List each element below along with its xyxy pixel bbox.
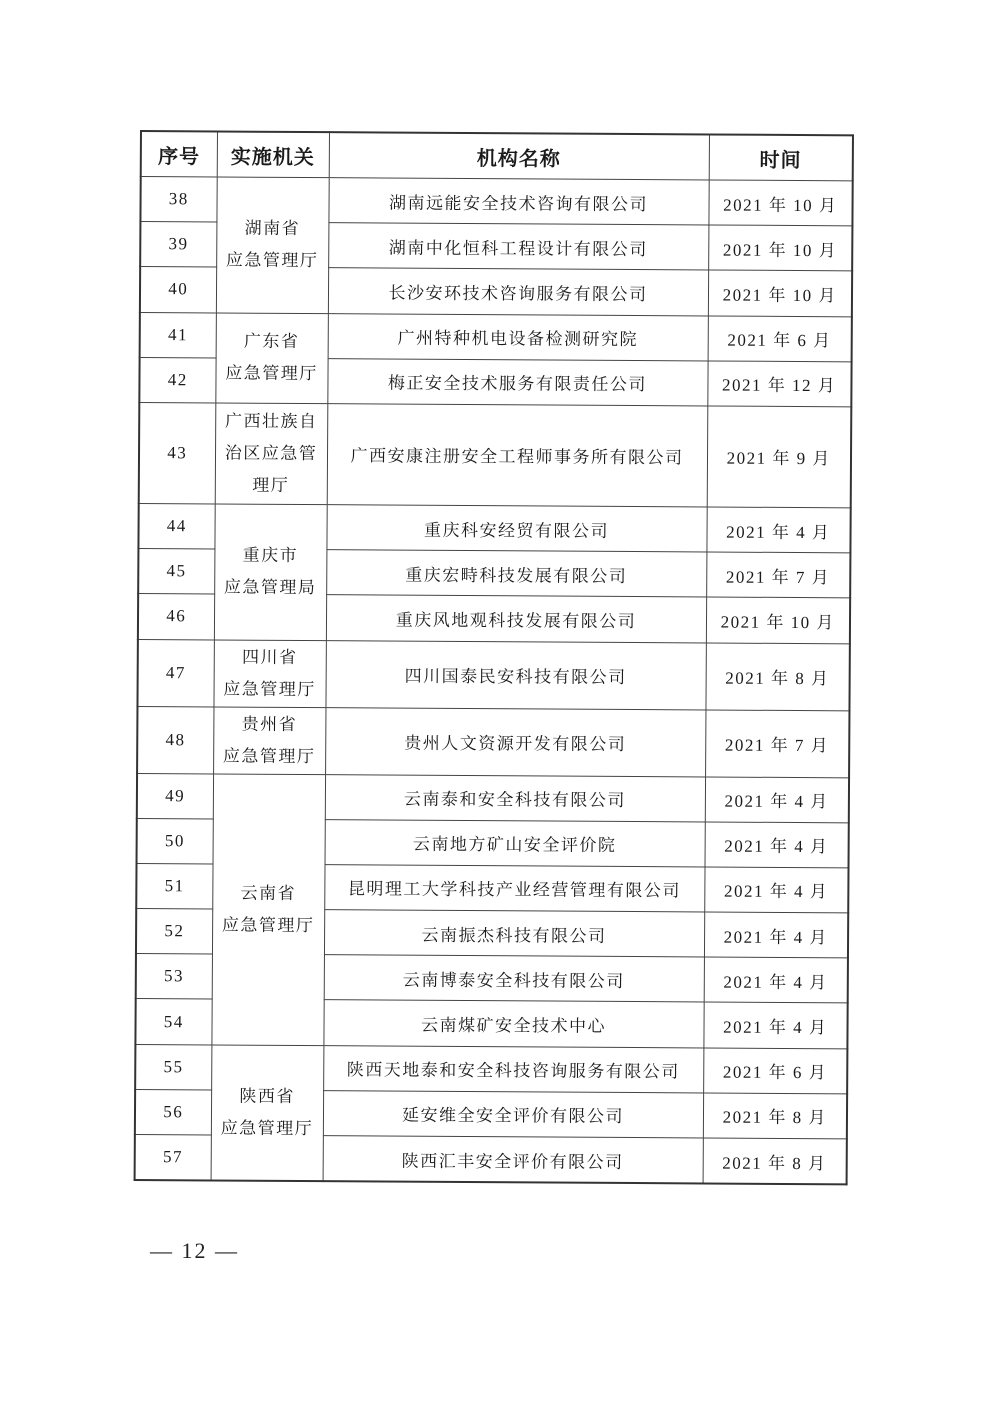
cell-date: 2021 年 6 月 bbox=[703, 1048, 847, 1094]
cell-date: 2021 年 7 月 bbox=[705, 709, 849, 777]
cell-authority bbox=[211, 773, 325, 1045]
cell-institution-name: 重庆宏畤科技发展有限公司 bbox=[326, 550, 706, 598]
authority-line: 理厅 bbox=[252, 475, 290, 496]
table-row bbox=[137, 706, 849, 777]
cell-seq: 38 bbox=[140, 177, 216, 223]
header-date: 时间 bbox=[709, 134, 853, 180]
header-authority: 实施机关 bbox=[217, 131, 329, 177]
cell-authority bbox=[213, 639, 325, 707]
authority-line: 云南省 bbox=[240, 883, 297, 904]
cell-date: 2021 年 10 月 bbox=[708, 270, 852, 316]
cell-date: 2021 年 10 月 bbox=[708, 225, 852, 271]
authority-line: 四川省 bbox=[241, 647, 298, 668]
cell-date: 2021 年 4 月 bbox=[706, 507, 850, 553]
authority-line: 广西壮族自 bbox=[224, 411, 318, 433]
cell-seq: 47 bbox=[137, 639, 213, 706]
authority-line: 应急管理厅 bbox=[220, 1118, 314, 1139]
cell-date: 2021 年 8 月 bbox=[703, 1093, 847, 1139]
cell-seq: 42 bbox=[139, 357, 215, 403]
cell-authority bbox=[215, 313, 328, 404]
authority-line: 应急管理厅 bbox=[225, 363, 318, 385]
cell-date: 2021 年 10 月 bbox=[706, 597, 850, 643]
table-row bbox=[137, 773, 849, 823]
cell-authority bbox=[211, 1045, 324, 1182]
table-body bbox=[135, 177, 853, 1185]
cell-institution-name: 广州特种机电设备检测研究院 bbox=[328, 313, 708, 361]
authority-line: 贵州省 bbox=[241, 714, 298, 735]
cell-institution-name: 陕西天地泰和安全科技咨询服务有限公司 bbox=[323, 1045, 703, 1093]
header-seq: 序号 bbox=[141, 131, 217, 177]
cell-seq: 41 bbox=[140, 312, 216, 358]
cell-seq: 39 bbox=[140, 222, 216, 268]
table-row bbox=[138, 503, 850, 553]
authority-line: 应急管理局 bbox=[223, 577, 317, 599]
cell-date: 2021 年 4 月 bbox=[704, 912, 848, 958]
authority-line: 应急管理厅 bbox=[221, 915, 315, 936]
authority-line: 应急管理厅 bbox=[225, 250, 319, 272]
cell-date: 2021 年 4 月 bbox=[703, 1002, 847, 1048]
authority-line: 重庆市 bbox=[242, 545, 299, 567]
cell-date: 2021 年 9 月 bbox=[707, 406, 852, 508]
cell-institution-name: 云南振杰科技有限公司 bbox=[324, 910, 704, 958]
cell-seq: 48 bbox=[137, 706, 213, 773]
authority-line: 湖南省 bbox=[244, 218, 301, 240]
cell-institution-name: 云南泰和安全科技有限公司 bbox=[325, 774, 705, 822]
cell-institution-name: 云南博泰安全科技有限公司 bbox=[324, 955, 704, 1003]
cell-seq: 53 bbox=[136, 954, 212, 1000]
cell-institution-name: 延安维全安全评价有限公司 bbox=[323, 1090, 703, 1138]
cell-institution-name: 陕西汇丰安全评价有限公司 bbox=[323, 1136, 703, 1184]
cell-seq: 56 bbox=[135, 1089, 211, 1135]
cell-date: 2021 年 7 月 bbox=[706, 552, 850, 598]
cell-seq: 52 bbox=[136, 909, 212, 955]
cell-seq: 50 bbox=[137, 818, 213, 864]
cell-date: 2021 年 10 月 bbox=[708, 180, 852, 226]
page-number: — 12 — bbox=[150, 1238, 239, 1263]
cell-seq: 46 bbox=[138, 594, 214, 640]
cell-institution-name: 湖南中化恒科工程设计有限公司 bbox=[328, 223, 708, 271]
cell-authority bbox=[213, 706, 325, 774]
cell-institution-name: 四川国泰民安科技有限公司 bbox=[325, 640, 705, 709]
cell-seq: 40 bbox=[140, 267, 216, 313]
cell-institution-name: 湖南远能安全技术咨询有限公司 bbox=[328, 178, 708, 226]
cell-seq: 43 bbox=[139, 402, 216, 503]
cell-seq: 45 bbox=[138, 549, 214, 595]
table-row bbox=[135, 1044, 847, 1094]
cell-date: 2021 年 4 月 bbox=[704, 867, 848, 913]
authority-line: 广东省 bbox=[243, 331, 300, 353]
table-row bbox=[139, 402, 852, 507]
cell-institution-name: 广西安康注册安全工程师事务所有限公司 bbox=[327, 404, 708, 507]
cell-institution-name: 昆明理工大学科技产业经营管理有限公司 bbox=[324, 865, 704, 913]
authority-line: 应急管理厅 bbox=[222, 746, 316, 767]
header-institution-name: 机构名称 bbox=[329, 132, 709, 180]
cell-date: 2021 年 4 月 bbox=[705, 776, 849, 822]
cell-institution-name: 重庆风地观科技发展有限公司 bbox=[326, 595, 706, 643]
cell-authority bbox=[216, 177, 329, 313]
table-row bbox=[140, 312, 852, 362]
cell-date: 2021 年 12 月 bbox=[707, 361, 851, 407]
cell-seq: 49 bbox=[137, 773, 213, 819]
table-row bbox=[140, 177, 852, 227]
cell-seq: 51 bbox=[136, 863, 212, 909]
cell-date: 2021 年 8 月 bbox=[705, 642, 849, 710]
authority-line: 治区应急管 bbox=[224, 443, 318, 465]
cell-authority bbox=[215, 403, 328, 505]
cell-institution-name: 云南地方矿山安全评价院 bbox=[325, 819, 705, 867]
table-header-row bbox=[141, 131, 853, 181]
institution-table bbox=[134, 130, 854, 1186]
cell-institution-name: 长沙安环技术咨询服务有限公司 bbox=[328, 268, 708, 316]
cell-seq: 44 bbox=[138, 503, 214, 549]
authority-line: 陕西省 bbox=[239, 1086, 295, 1107]
cell-institution-name: 贵州人文资源开发有限公司 bbox=[325, 707, 705, 776]
cell-seq: 55 bbox=[135, 1044, 211, 1090]
cell-date: 2021 年 8 月 bbox=[703, 1138, 847, 1185]
cell-authority bbox=[214, 504, 327, 640]
table-row bbox=[137, 639, 849, 710]
cell-date: 2021 年 4 月 bbox=[704, 957, 848, 1003]
cell-date: 2021 年 4 月 bbox=[705, 822, 849, 868]
cell-seq: 54 bbox=[135, 999, 211, 1045]
cell-institution-name: 梅正安全技术服务有限责任公司 bbox=[327, 358, 707, 406]
cell-institution-name: 重庆科安经贸有限公司 bbox=[326, 505, 706, 553]
cell-seq: 57 bbox=[135, 1134, 211, 1180]
authority-line: 应急管理厅 bbox=[223, 679, 316, 700]
cell-institution-name: 云南煤矿安全技术中心 bbox=[323, 1000, 703, 1048]
cell-date: 2021 年 6 月 bbox=[708, 316, 852, 362]
